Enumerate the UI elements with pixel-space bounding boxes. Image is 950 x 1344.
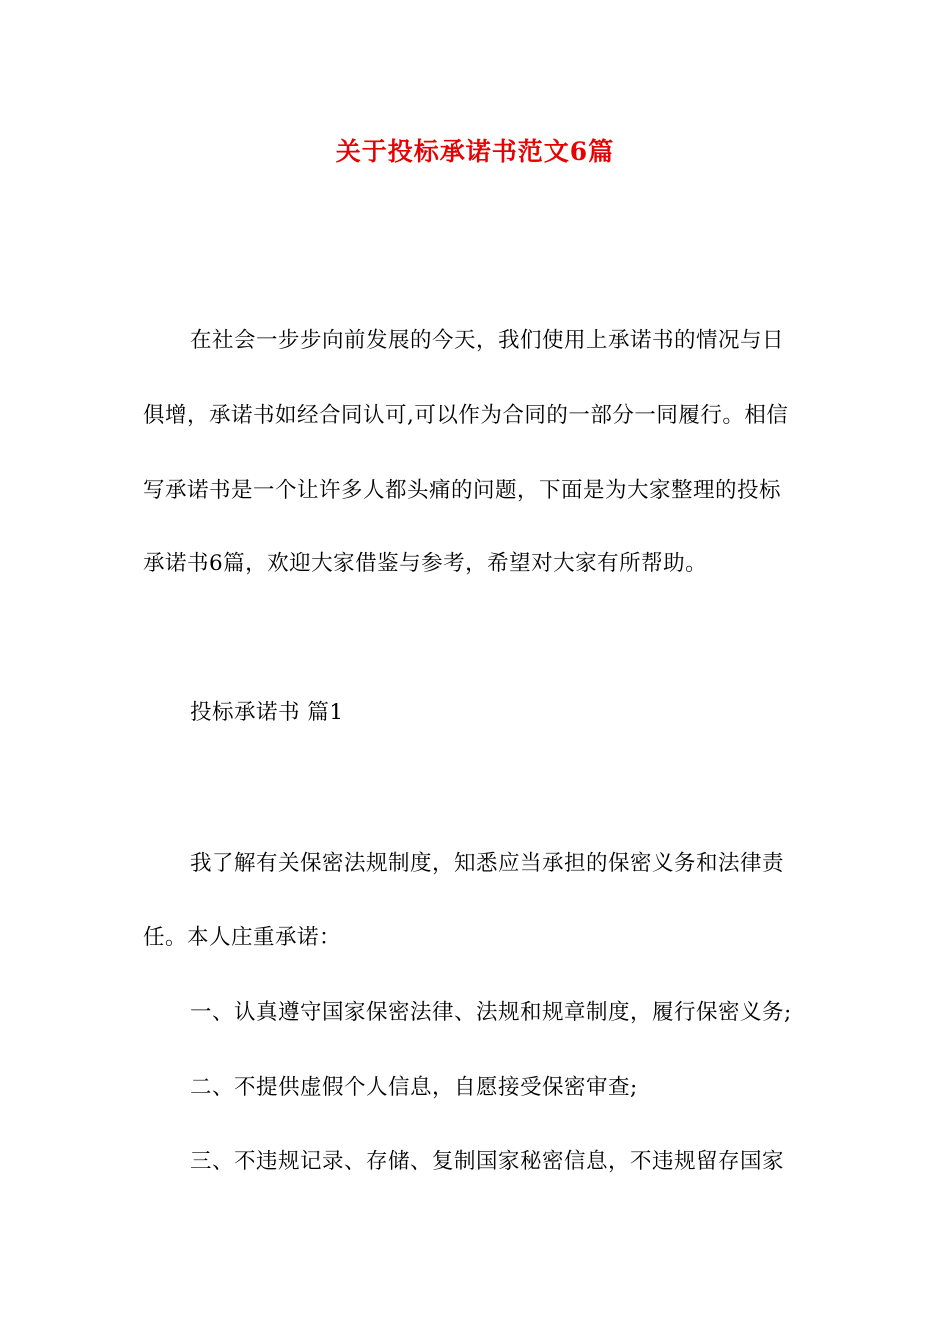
section-heading: 投标承诺书 篇1 [190, 700, 344, 725]
intro-line: 承诺书6篇，欢迎大家借鉴与参考，希望对大家有所帮助。 [143, 551, 708, 576]
document-title: 关于投标承诺书范文6篇 [335, 137, 615, 166]
intro-line: 俱增，承诺书如经合同认可,可以作为合同的一部分一同履行。相信 [143, 403, 789, 428]
body-line: 我了解有关保密法规制度，知悉应当承担的保密义务和法律责 [190, 851, 785, 876]
body-line: 二、不提供虚假个人信息，自愿接受保密审查; [190, 1075, 638, 1100]
intro-line: 在社会一步步向前发展的今天，我们使用上承诺书的情况与日 [190, 328, 785, 353]
intro-line: 写承诺书是一个让许多人都头痛的问题，下面是为大家整理的投标 [143, 478, 782, 503]
body-line: 一、认真遵守国家保密法律、法规和规章制度，履行保密义务; [190, 1000, 792, 1025]
body-line: 任。本人庄重承诺： [143, 925, 342, 950]
body-line: 三、不违规记录、存储、复制国家秘密信息，不违规留存国家 [190, 1149, 785, 1174]
